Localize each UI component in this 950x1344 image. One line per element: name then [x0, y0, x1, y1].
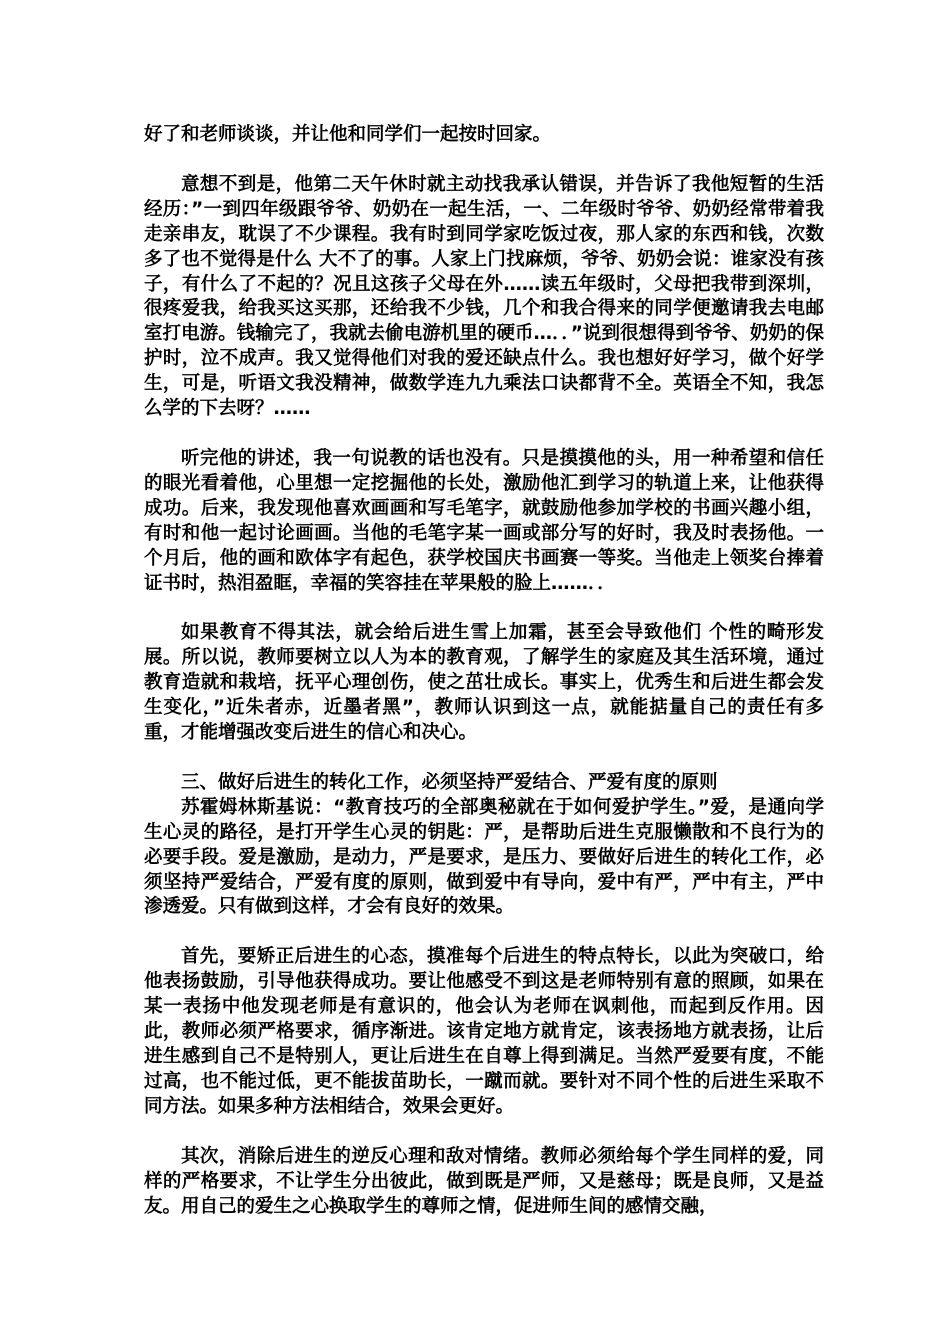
paragraph-gap: [144, 920, 824, 945]
paragraph: 意想不到是，他第二天午休时就主动找我承认错误，并告诉了我他短暂的生活经历：”一到四年级跟爷爷、奶奶在一起生活，一、二年级时爷爷、奶奶经常带着我走亲串友，耽误了不少课程。我有时到同学家吃饭过夜，那人家的东西和钱，次数多了也不觉得是什么 大不了的事。人家上门找麻烦，爷爷、奶奶会说：谁家没有孩子，有什么了不起的？况且这孩子父母在外……读五年级时，父母把我带到深圳，很疼爱我，给我买这买那，还给我不少钱，几个和我合得来的同学便邀请我去电邮室打电游。钱输完了，我就去偷电游机里的硬币…．．”说到很想得到爷爷、奶奶的保护时，泣不成声。我又觉得他们对我的爱还缺点什么。我也想好好学习，做个好学生，可是，听语文我没精神，做数学连九九乘法口诀都背不全。英语全不知，我怎么学的下去呀？……: [144, 173, 824, 420]
paragraph: 首先，要矫正后进生的心态，摸准每个后进生的特点特长，以此为突破口，给他表扬鼓励，引导他获得成功。要让他感受不到这是老师特别有意的照顾，如果在某一表扬中他发现老师是有意识的，他会认为老师在讽刺他，而起到反作用。因此，教师必须严格要求，循序渐进。该肯定地方就肯定，该表扬地方就表扬，让后进生感到自己不是特别人，更让后进生在自尊上得到满足。当然严爱要有度，不能过高，也不能过低，更不能拔苗助长，一蹴而就。要针对不同个性的后进生采取不同方法。如果多种方法相结合，效果会更好。: [144, 946, 824, 1117]
paragraph-gap: [144, 596, 824, 621]
paragraph: 好了和老师谈谈，并让他和同学们一起按时回家。: [144, 124, 552, 145]
section-heading: 三、做好后进生的转化工作，必须坚持严爱结合、严爱有度的原则: [181, 771, 718, 793]
paragraph: 其次，消除后进生的逆反心理和敌对情绪。教师必须给每个学生同样的爱，同样的严格要求，不让学生分出彼此，做到既是严师，又是慈母；既是良师，又是益友。用自己的爱生之心换取学生的尊师之情，促进师生间的感情交融，: [144, 1145, 824, 1217]
paragraph-gap: [144, 1120, 824, 1145]
paragraph-gap: [144, 422, 824, 447]
paragraph: 苏霍姆林斯基说：“教育技巧的全部奥秘就在于如何爱护学生。”爱，是通向学生心灵的路径，是打开学生心灵的钥匙：严，是帮助后进生克服懒散和不良行为的必要手段。爱是激励，是动力，严是要求，是压力、要做好后进生的转化工作，必须坚持严爱结合，严爱有度的原则，做到爱中有导向，爱中有严，严中有主，严中渗透爱。只有做到这样，才会有良好的效果。: [144, 796, 824, 918]
paragraph: 听完他的讲述，我一句说教的话也没有。只是摸摸他的头，用一种希望和信任的眼光看着他，心里想一定挖掘他的长处，激励他汇到学习的轨道上来，让他获得成功。后来，我发现他喜欢画画和写毛笔字，就鼓励他参加学校的书画兴趣小组，有时和他一起讨论画画。当他的毛笔字某一画或部分写的好时，我及时表扬他。一个月后，他的画和欧体字有起色，获学校国庆书画赛一等奖。当他走上领奖台捧着证书时，热泪盈眶，幸福的笑容挂在苹果般的脸上……．．: [144, 447, 824, 594]
paragraph-gap: [144, 746, 824, 771]
document-body: [144, 123, 824, 1219]
paragraph: 如果教育不得其法，就会给后进生雪上加霜，甚至会导致他们 个性的畸形发展。所以说，教师要树立以人为本的教育观，了解学生的家庭及其生活环境，通过教育造就和栽培，抚平心理创伤，使之茁壮成长。事实上，优秀生和后进生都会发生变化，”近朱者赤，近墨者黑”，教师认识到这一点，就能掂量自己的责任有多重，才能增强改变后进生的信心和决心。: [144, 622, 824, 744]
paragraph-gap: [144, 148, 824, 173]
